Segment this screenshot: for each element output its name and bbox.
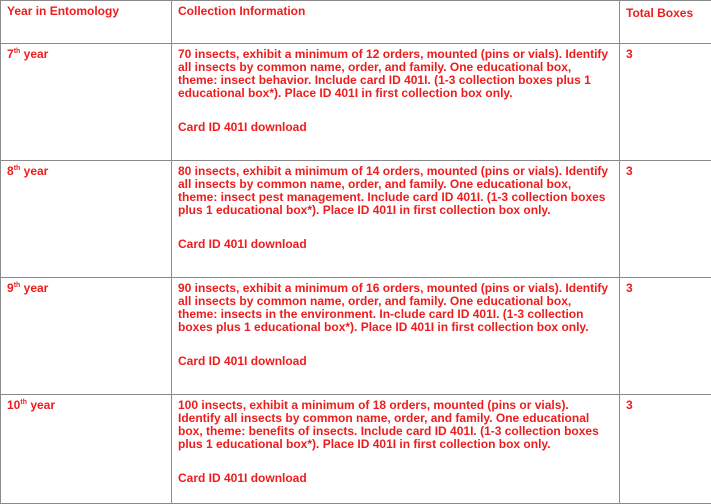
header-info bbox=[172, 1, 620, 44]
table-row bbox=[1, 395, 711, 504]
card-download-link[interactable]: Card ID 401I download bbox=[178, 472, 613, 485]
total-boxes-value: 3 bbox=[626, 398, 633, 412]
boxes-cell bbox=[620, 161, 711, 278]
year-number: 10 bbox=[7, 398, 20, 412]
card-download-link[interactable]: Card ID 401I download bbox=[178, 355, 613, 368]
card-download-link[interactable]: Card ID 401I download bbox=[178, 238, 613, 251]
collection-description: 80 insects, exhibit a minimum of 14 orders, mounted (pins or vials). Identify all insects by common name, order, and family. One educational box, theme: insect pest management. Include card ID 401I. (1-3 collection boxes plus 1 educational box*). Place ID 401I in first collection box only. bbox=[178, 165, 613, 217]
table-row bbox=[1, 161, 711, 278]
total-boxes-value: 3 bbox=[626, 47, 633, 61]
year-cell bbox=[1, 44, 172, 161]
header-year-text: Year in Entomology bbox=[7, 4, 119, 18]
table-header-row bbox=[1, 1, 711, 44]
year-suffix: th bbox=[20, 399, 27, 406]
year-word: year bbox=[24, 164, 49, 178]
info-cell bbox=[172, 44, 620, 161]
header-boxes-text: Total Boxes bbox=[626, 6, 693, 20]
total-boxes-value: 3 bbox=[626, 164, 633, 178]
boxes-cell bbox=[620, 44, 711, 161]
year-suffix: th bbox=[14, 165, 21, 172]
year-cell bbox=[1, 278, 172, 395]
card-download-link[interactable]: Card ID 401I download bbox=[178, 121, 613, 134]
year-word: year bbox=[30, 398, 55, 412]
year-number: 9 bbox=[7, 281, 14, 295]
year-word: year bbox=[24, 47, 49, 61]
collection-description: 90 insects, exhibit a minimum of 16 orders, mounted (pins or vials). Identify all insects by common name, order, and family. One educational box, theme: insects in the environment. In-clude card ID 401I. (1-3 collection boxes plus 1 educational box*). Place ID 401I in first collection box only. bbox=[178, 282, 613, 334]
info-cell bbox=[172, 278, 620, 395]
table-row bbox=[1, 44, 711, 161]
year-suffix: th bbox=[14, 48, 21, 55]
year-cell bbox=[1, 161, 172, 278]
info-cell bbox=[172, 395, 620, 504]
header-year bbox=[1, 1, 172, 44]
collection-description: 100 insects, exhibit a minimum of 18 orders, mounted (pins or vials). Identify all insects by common name, order, and family. One educational box, theme: benefits of insects. Include card ID 401I. (1-3 collection boxes plus 1 educational box*). Place ID 401I in first collection box only. bbox=[178, 399, 613, 451]
table-row bbox=[1, 278, 711, 395]
year-cell bbox=[1, 395, 172, 504]
boxes-cell bbox=[620, 395, 711, 504]
collection-description: 70 insects, exhibit a minimum of 12 orders, mounted (pins or vials). Identify all insects by common name, order, and family. One educational box, theme: insect behavior. Include card ID 401I. (1-3 collection boxes plus 1 educational box*). Place ID 401I in first collection box only. bbox=[178, 48, 613, 100]
total-boxes-value: 3 bbox=[626, 281, 633, 295]
year-number: 8 bbox=[7, 164, 14, 178]
year-number: 7 bbox=[7, 47, 14, 61]
boxes-cell bbox=[620, 278, 711, 395]
header-boxes bbox=[620, 1, 711, 44]
header-info-text: Collection Information bbox=[178, 4, 305, 18]
year-word: year bbox=[24, 281, 49, 295]
year-suffix: th bbox=[14, 282, 21, 289]
info-cell bbox=[172, 161, 620, 278]
